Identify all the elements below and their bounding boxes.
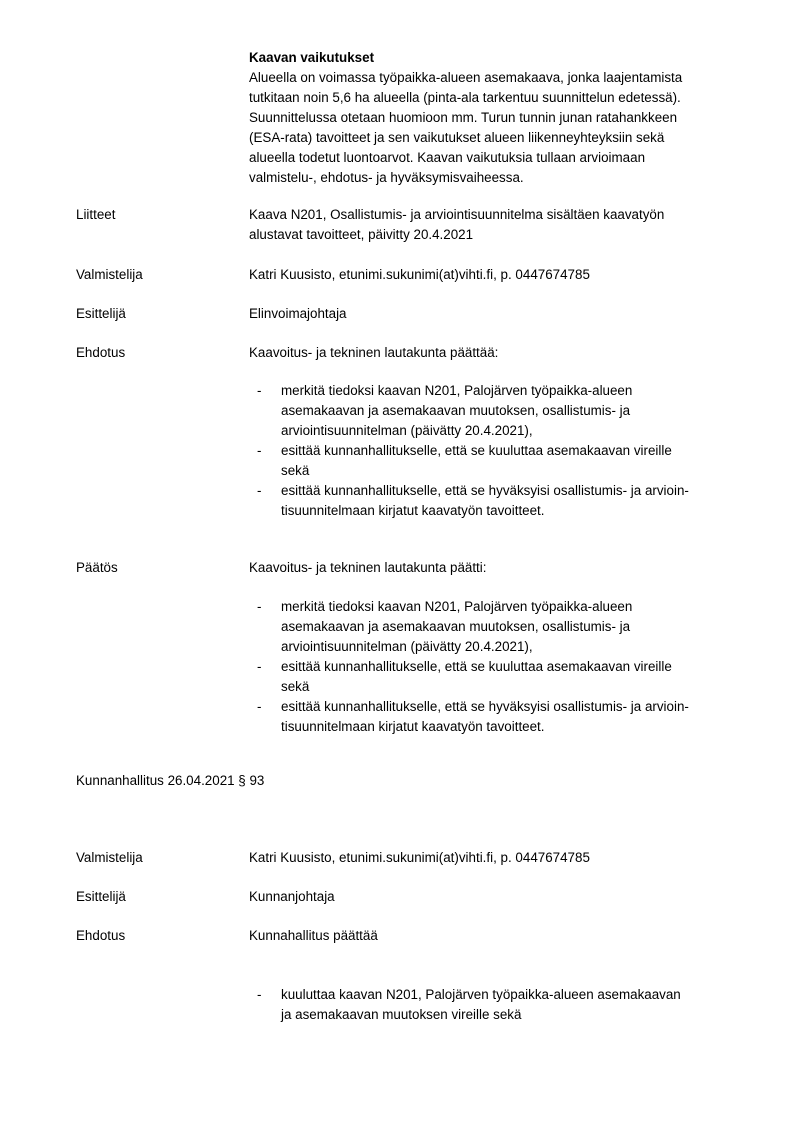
presenter-label: Esittelijä — [76, 306, 126, 321]
dash-bullet: - — [257, 699, 262, 714]
preparer-label: Valmistelija — [76, 850, 143, 865]
preparer-value: Katri Kuusisto, etunimi.sukunimi(at)vihti.fi, p. 0447674785 — [249, 267, 590, 282]
preparer-value: Katri Kuusisto, etunimi.sukunimi(at)vihti.fi, p. 0447674785 — [249, 850, 590, 865]
list-item — [249, 441, 749, 481]
list-item-line: sekä — [281, 679, 310, 694]
dash-bullet: - — [257, 659, 262, 674]
proposal-list — [249, 985, 749, 1025]
presenter-value: Kunnanjohtaja — [249, 889, 335, 904]
attachments-label: Liitteet — [76, 207, 116, 222]
list-item — [249, 481, 749, 521]
attachments-line: alustavat tavoitteet, päivitty 20.4.2021 — [249, 227, 474, 242]
dash-bullet: - — [257, 383, 262, 398]
decision-intro: Kaavoitus- ja tekninen lautakunta päätti: — [249, 560, 487, 575]
dash-bullet: - — [257, 483, 262, 498]
list-item-line: merkitä tiedoksi kaavan N201, Palojärven työpaikka-alueen — [281, 599, 633, 614]
list-item-line: esittää kunnanhallitukselle, että se hyväksyisi osallistumis- ja arvioin- — [281, 699, 689, 714]
impacts-heading: Kaavan vaikutukset — [249, 50, 375, 65]
list-item-line: esittää kunnanhallitukselle, että se hyväksyisi osallistumis- ja arvioin- — [281, 483, 689, 498]
impacts-line: tutkitaan noin 5,6 ha alueella (pinta-ala tarkentuu suunnittelun edetessä). — [249, 90, 681, 105]
presenter-label: Esittelijä — [76, 889, 126, 904]
attachments-value — [249, 205, 749, 245]
list-item-line: merkitä tiedoksi kaavan N201, Palojärven työpaikka-alueen — [281, 383, 633, 398]
dash-bullet: - — [257, 987, 262, 1002]
list-item-line: esittää kunnanhallitukselle, että se kuuluttaa asemakaavan vireille — [281, 659, 672, 674]
impacts-section — [249, 48, 749, 188]
decision-label: Päätös — [76, 560, 118, 575]
dash-bullet: - — [257, 443, 262, 458]
meeting-title: Kunnanhallitus 26.04.2021 § 93 — [76, 773, 265, 788]
decision-list — [249, 597, 749, 737]
list-item-line: arviointisuunnitelman (päivätty 20.4.2021), — [281, 639, 533, 654]
list-item — [249, 985, 749, 1025]
list-item — [249, 381, 749, 441]
proposal-intro: Kunnahallitus päättää — [249, 928, 378, 943]
list-item — [249, 597, 749, 657]
proposal-label: Ehdotus — [76, 345, 126, 360]
attachments-line: Kaava N201, Osallistumis- ja arviointisuunnitelma sisältäen kaavatyön — [249, 207, 665, 222]
list-item — [249, 657, 749, 697]
proposal-label: Ehdotus — [76, 928, 126, 943]
list-item-line: tisuunnitelmaan kirjatut kaavatyön tavoitteet. — [281, 503, 545, 518]
proposal-intro: Kaavoitus- ja tekninen lautakunta päättää: — [249, 345, 499, 360]
impacts-line: valmistelu-, ehdotus- ja hyväksymisvaiheessa. — [249, 170, 524, 185]
list-item-line: asemakaavan ja asemakaavan muutoksen, osallistumis- ja — [281, 619, 631, 634]
presenter-value: Elinvoimajohtaja — [249, 306, 347, 321]
impacts-line: (ESA-rata) tavoitteet ja sen vaikutukset alueen liikenneyhteyksiin sekä — [249, 130, 665, 145]
list-item-line: tisuunnitelmaan kirjatut kaavatyön tavoitteet. — [281, 719, 545, 734]
list-item — [249, 697, 749, 737]
list-item-line: esittää kunnanhallitukselle, että se kuuluttaa asemakaavan vireille — [281, 443, 672, 458]
list-item-line: arviointisuunnitelman (päivätty 20.4.2021), — [281, 423, 533, 438]
impacts-line: Alueella on voimassa työpaikka-alueen asemakaava, jonka laajentamista — [249, 70, 683, 85]
proposal-list — [249, 381, 749, 521]
preparer-label: Valmistelija — [76, 267, 143, 282]
list-item-line: kuuluttaa kaavan N201, Palojärven työpaikka-alueen asemakaavan — [281, 987, 681, 1002]
dash-bullet: - — [257, 599, 262, 614]
list-item-line: asemakaavan ja asemakaavan muutoksen, osallistumis- ja — [281, 403, 631, 418]
impacts-line: alueella todetut luontoarvot. Kaavan vaikutuksia tullaan arvioimaan — [249, 150, 646, 165]
list-item-line: sekä — [281, 463, 310, 478]
list-item-line: ja asemakaavan muutoksen vireille sekä — [281, 1007, 522, 1022]
impacts-line: Suunnittelussa otetaan huomioon mm. Turun tunnin junan ratahankkeen — [249, 110, 678, 125]
